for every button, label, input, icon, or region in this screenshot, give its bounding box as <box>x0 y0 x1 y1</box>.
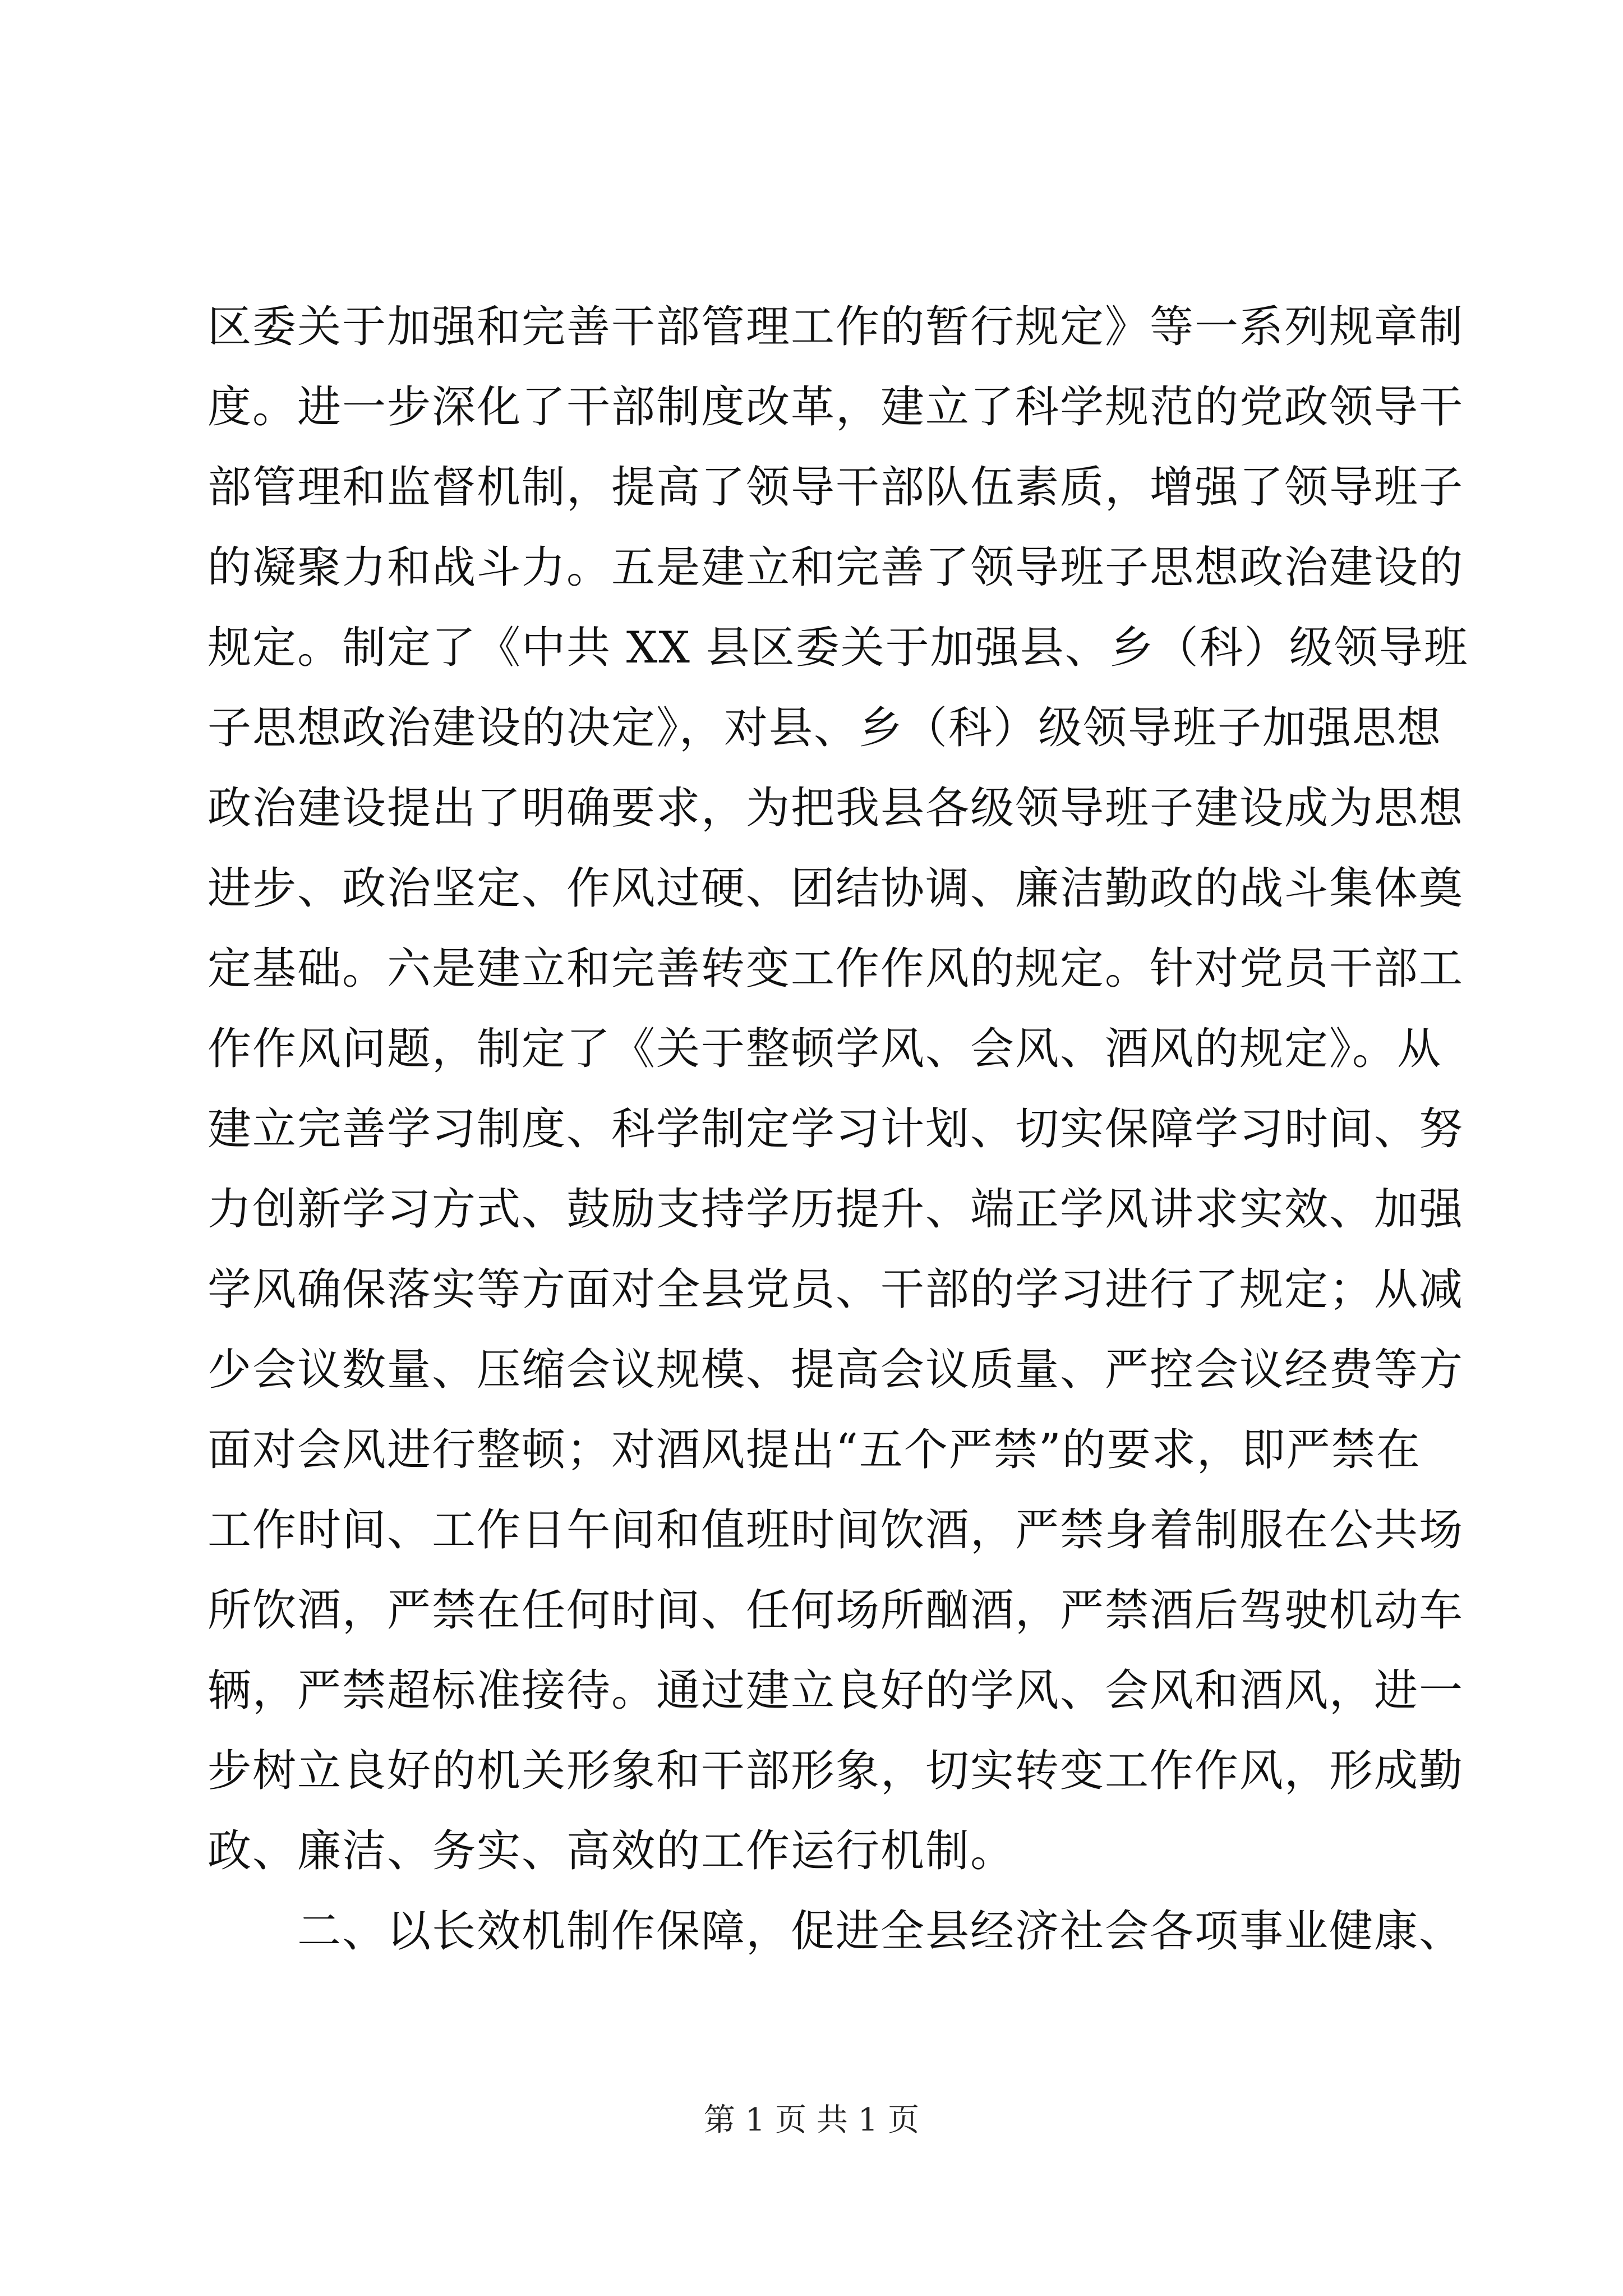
body-line-2: 度。进一步深化了干部制度改革，建立了科学规范的党政领导干 <box>208 382 1464 432</box>
body-line-11: 建立完善学习制度、科学制定学习计划、切实保障学习时间、努 <box>208 1104 1464 1154</box>
body-line-7: 政治建设提出了明确要求，为把我县各级领导班子建设成为思想 <box>208 783 1464 834</box>
body-line-14: 少会议数量、压缩会议规模、提高会议质量、严控会议经费等方 <box>208 1345 1464 1395</box>
body-line-4: 的凝聚力和战斗力。五是建立和完善了领导班子思想政治建设的 <box>208 542 1464 593</box>
body-line-6: 子思想政治建设的决定》，对县、乡（科）级领导班子加强思想 <box>208 703 1442 753</box>
section-heading-line: 二、以长效机制作保障，促进全县经济社会各项事业健康、 <box>297 1906 1464 1957</box>
body-line-12: 力创新学习方式、鼓励支持学历提升、端正学风讲求实效、加强 <box>208 1184 1464 1235</box>
page-footer: 第 1 页 共 1 页 <box>703 2102 920 2138</box>
body-line-15: 面对会风进行整顿；对酒风提出“五个严禁”的要求，即严禁在 <box>208 1425 1421 1475</box>
body-line-1: 区委关于加强和完善干部管理工作的暂行规定》等一系列规章制 <box>208 302 1464 352</box>
body-line-20: 政、廉洁、务实、高效的工作运行机制。 <box>208 1826 1016 1876</box>
body-line-9: 定基础。六是建立和完善转变工作作风的规定。针对党员干部工 <box>208 944 1464 994</box>
body-line-10: 作作风问题，制定了《关于整顿学风、会风、酒风的规定》。从 <box>208 1024 1442 1074</box>
body-line-13: 学风确保落实等方面对全县党员、干部的学习进行了规定；从减 <box>208 1264 1464 1315</box>
body-line-19: 步树立良好的机关形象和干部形象，切实转变工作作风，形成勤 <box>208 1746 1464 1796</box>
body-line-8: 进步、政治坚定、作风过硬、团结协调、廉洁勤政的战斗集体奠 <box>208 863 1464 914</box>
body-line-17: 所饮酒，严禁在任何时间、任何场所酗酒，严禁酒后驾驶机动车 <box>208 1585 1464 1636</box>
body-line-3: 部管理和监督机制，提高了领导干部队伍素质，增强了领导班子 <box>208 462 1464 513</box>
body-line-18: 辆，严禁超标准接待。通过建立良好的学风、会风和酒风，进一 <box>208 1665 1464 1716</box>
body-line-5: 规定。制定了《中共 XX 县区委关于加强县、乡（科）级领导班 <box>208 623 1469 673</box>
body-line-16: 工作时间、工作日午间和值班时间饮酒，严禁身着制服在公共场 <box>208 1505 1464 1556</box>
